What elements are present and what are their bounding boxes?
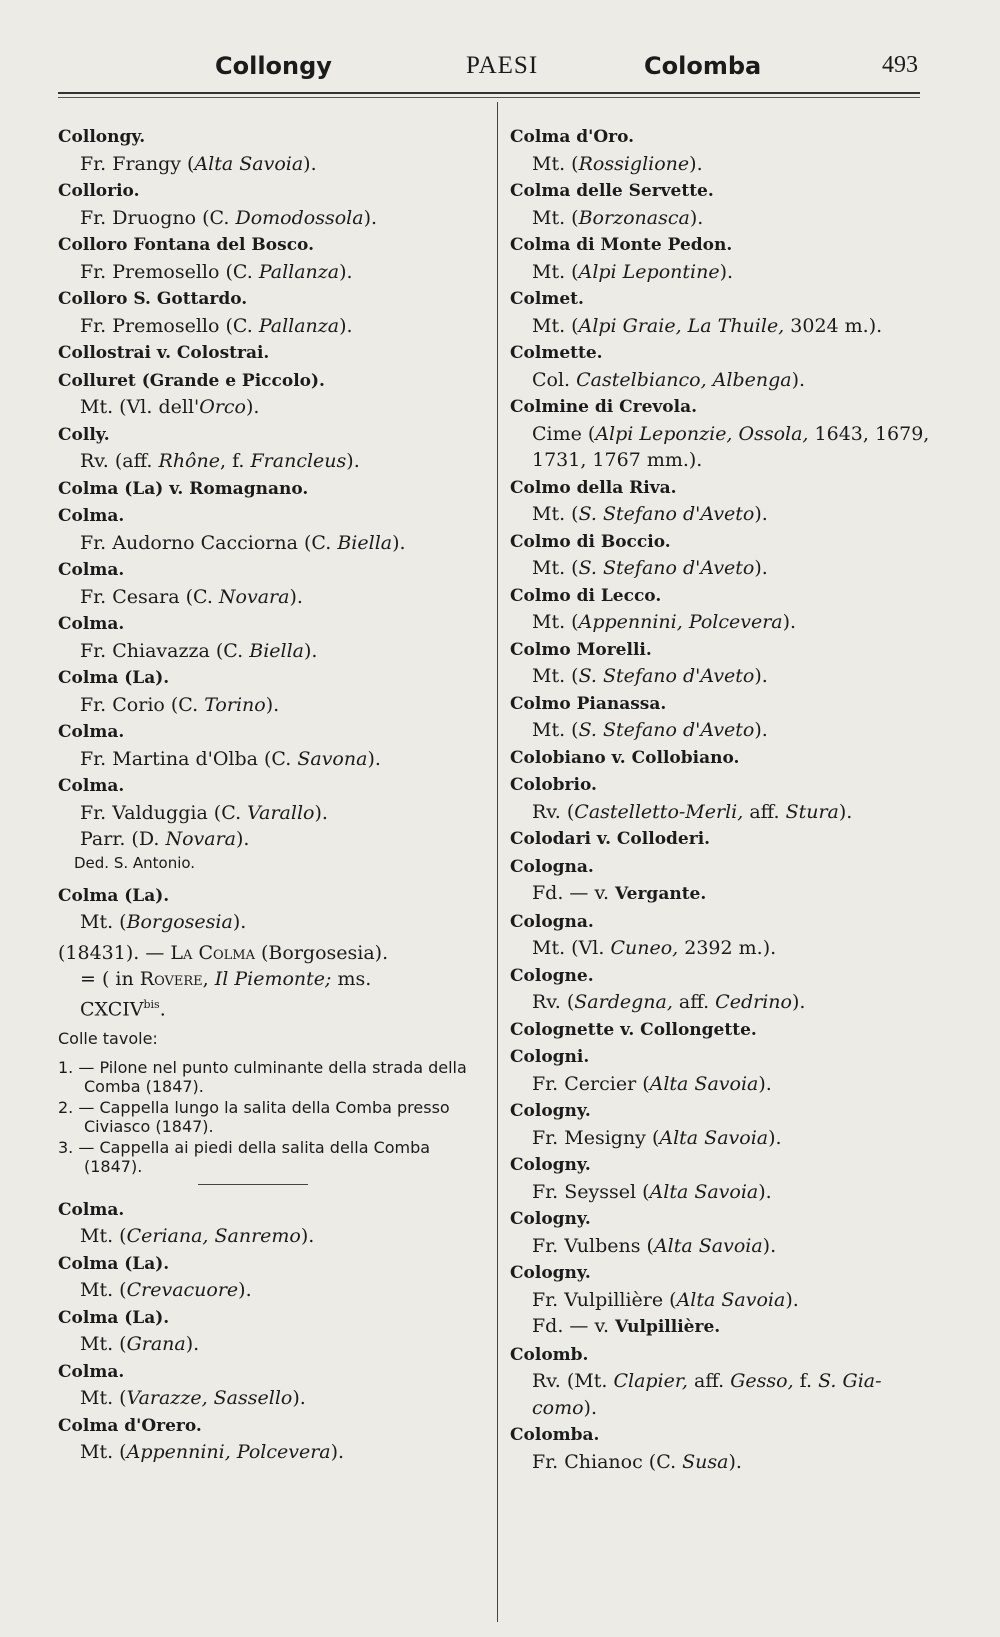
tavole-list <box>58 1058 488 1176</box>
entry <box>58 611 488 664</box>
left-entries-tail <box>58 1197 488 1466</box>
tavola-item: 1. — Pilone nel punto culminante della strada della Comba (1847). <box>58 1057 467 1096</box>
entry-headword: Colmette. <box>510 343 603 363</box>
right-column <box>510 124 930 1476</box>
tavola-item: 3. — Cappella ai piedi della salita della Comba (1847). <box>58 1137 431 1176</box>
entry <box>510 772 930 825</box>
entry-headword: Cologny. <box>510 1101 591 1121</box>
entry-detail: Cime (Alpi Leponzie, Ossola, 1643, 1679, <box>532 422 930 445</box>
entry <box>58 1305 488 1358</box>
entry-detail: Fr. Corio (C. Torino). <box>80 693 280 716</box>
entry-headword: Colmo di Lecco. <box>510 585 662 606</box>
entry-detail: Rv. (Sardegna, aff. Cedrino). <box>532 991 806 1013</box>
entry-detail: Fr. Chiavazza (C. Biella). <box>80 639 318 662</box>
entry-headword: Colluret (Grande e Piccolo). <box>58 370 325 391</box>
entry <box>58 124 488 177</box>
entry-detail: Parr. (D. Novara). <box>80 828 250 850</box>
running-head-center: PAESI <box>466 52 539 79</box>
entry-detail: Mt. (S. Stefano d'Aveto). <box>532 557 768 579</box>
entry <box>58 1359 488 1412</box>
entry <box>510 1044 930 1097</box>
entry <box>58 665 488 718</box>
entry-headword: Colloro S. Gottardo. <box>58 289 248 309</box>
entry <box>510 286 930 339</box>
entry <box>510 1206 930 1259</box>
entry <box>58 883 488 936</box>
entry-headword: Colloro Fontana del Bosco. <box>58 235 315 255</box>
entry-headword: Colomba. <box>510 1425 600 1445</box>
entry-detail: Rv. (Castelletto-Merli, aff. Stura). <box>532 800 853 823</box>
entry <box>510 1152 930 1205</box>
entry-headword: Colma. <box>58 722 125 742</box>
entry-headword: Cologny. <box>510 1263 591 1283</box>
entry-headword: Colmet. <box>510 289 584 309</box>
entry <box>510 691 930 744</box>
entry-detail: Mt. (S. Stefano d'Aveto). <box>532 503 768 525</box>
entry-headword: Cologna. <box>510 856 594 877</box>
entry <box>510 1422 930 1475</box>
running-head-right: Colomba <box>644 52 762 80</box>
entry <box>58 178 488 231</box>
entry-headword: Colma. <box>58 506 125 526</box>
entry-detail: Mt. (Appennini, Polcevera). <box>532 611 797 633</box>
entry-headword: Colomb. <box>510 1344 589 1365</box>
entry-detail: Fr. Frangy (Alta Savoia). <box>80 152 317 175</box>
dedication-note: Ded. S. Antonio. <box>74 853 196 872</box>
entry-detail: como). <box>532 1396 597 1419</box>
entry-headword: Colmo Morelli. <box>510 639 652 660</box>
entry <box>58 1413 488 1466</box>
entry <box>58 368 488 421</box>
entry-headword: Colma. <box>58 1361 125 1382</box>
entry-detail: Fr. Chianoc (C. Susa). <box>532 1450 742 1473</box>
entry <box>510 854 930 908</box>
entry-headword: Colobiano v. Collobiano. <box>510 747 740 768</box>
entry-detail: Mt. (Rossiglione). <box>532 152 703 175</box>
right-entries <box>510 124 930 1475</box>
entry-detail: Mt. (Ceriana, Sanremo). <box>80 1225 315 1248</box>
entry-headword: Colma. <box>58 614 125 634</box>
entry <box>510 1342 930 1422</box>
running-head-left: Collongy <box>215 52 332 80</box>
entry <box>58 340 488 367</box>
entry-headword: Colma. <box>58 1199 125 1220</box>
entry-detail: Fr. Seyssel (Alta Savoia). <box>532 1180 772 1203</box>
citation-line-1: (18431). — La Colma (Borgosesia). <box>58 941 389 964</box>
entry-headword: Colodari v. Colloderi. <box>510 829 711 849</box>
entry <box>510 909 930 962</box>
entry-headword: Collongy. <box>58 127 146 147</box>
entry <box>510 1017 930 1044</box>
entry-headword: Colmine di Crevola. <box>510 397 698 417</box>
entry-detail: Mt. (Grana). <box>80 1333 200 1356</box>
entry-headword: Cologne. <box>510 965 594 986</box>
entry <box>58 557 488 610</box>
entry-detail: Fr. Mesigny (Alta Savoia). <box>532 1126 782 1149</box>
entry <box>510 124 930 177</box>
entry-detail: Fd. — v. Vergante. <box>532 882 707 904</box>
entry-detail: Fr. Druogno (C. Domodossola). <box>80 206 378 229</box>
page-number: 493 <box>882 52 918 78</box>
entry <box>58 422 488 475</box>
entry <box>58 719 488 772</box>
left-column <box>58 124 488 1467</box>
entry-headword: Colly. <box>58 424 110 445</box>
entry-headword: Cologna. <box>510 911 594 932</box>
entry <box>510 963 930 1016</box>
entry <box>510 178 930 231</box>
entry-headword: Collorio. <box>58 181 140 201</box>
column-divider <box>497 102 498 1622</box>
tavole-label: Colle tavole: <box>58 1028 158 1048</box>
entry-headword: Colma. <box>58 560 125 580</box>
entry-detail: Mt. (Crevacuore). <box>80 1279 252 1302</box>
entry-detail: Fr. Cercier (Alta Savoia). <box>532 1072 772 1095</box>
entry-headword: Colmo della Riva. <box>510 477 677 498</box>
entry-detail: Mt. (Varazze, Sassello). <box>80 1387 306 1410</box>
entry <box>510 475 930 528</box>
entry-detail: Mt. (Alpi Lepontine). <box>532 260 734 283</box>
entry-headword: Colma delle Servette. <box>510 181 714 201</box>
entry-headword: Colmo di Boccio. <box>510 531 671 552</box>
entry-detail: Mt. (S. Stefano d'Aveto). <box>532 665 768 687</box>
entry-detail: Mt. (Appennini, Polcevera). <box>80 1441 345 1464</box>
entry <box>510 826 930 853</box>
entry-detail: Fr. Valduggia (C. Varallo). <box>80 801 328 824</box>
entry <box>58 1197 488 1250</box>
entry-headword: Cologny. <box>510 1155 591 1175</box>
entry-detail: Fr. Vulbens (Alta Savoia). <box>532 1234 777 1257</box>
entry <box>510 529 930 582</box>
entry-detail: Fr. Martina d'Olba (C. Savona). <box>80 747 381 770</box>
entry-detail: Fr. Cesara (C. Novara). <box>80 585 303 608</box>
entry-detail: Col. Castelbianco, Albenga). <box>532 368 806 391</box>
entry-detail: Mt. (Alpi Graie, La Thuile, 3024 m.). <box>532 314 883 337</box>
entry-detail: Mt. (Borgosesia). <box>80 911 247 933</box>
entry <box>510 1260 930 1341</box>
entry-detail: 1731, 1767 mm.). <box>532 449 703 471</box>
entry-detail: Fr. Audorno Cacciorna (C. Biella). <box>80 531 406 554</box>
entry <box>58 503 488 556</box>
entry <box>510 637 930 690</box>
entry-headword: Colognette v. Collongette. <box>510 1019 757 1040</box>
entry <box>510 340 930 393</box>
entry-headword: Collostrai v. Colostrai. <box>58 343 270 363</box>
entry-headword: Colma di Monte Pedon. <box>510 235 733 255</box>
citation <box>58 940 488 1022</box>
entry-headword: Cologny. <box>510 1209 591 1229</box>
entry-detail: Mt. (Vl. dell'Orco). <box>80 396 260 418</box>
left-entries <box>58 124 488 853</box>
entry-headword: Colma. <box>58 776 125 796</box>
entry <box>58 1251 488 1304</box>
header-rule <box>58 92 920 94</box>
entry-detail: Rv. (aff. Rhône, f. Francleus). <box>80 450 360 472</box>
entry-headword: Colma (La). <box>58 668 170 688</box>
entry <box>510 394 930 474</box>
entry-headword: Colma (La). <box>58 885 170 906</box>
header-rule-thin <box>58 97 920 98</box>
entry-detail: Rv. (Mt. Clapier, aff. Gesso, f. S. Gia- <box>532 1370 882 1392</box>
entry <box>58 773 488 853</box>
entry <box>58 476 488 503</box>
entry-headword: Colmo Pianassa. <box>510 693 667 714</box>
entry-headword: Colobrio. <box>510 775 597 795</box>
entry-detail: Fr. Premosello (C. Pallanza). <box>80 260 353 283</box>
entry-headword: Colma d'Orero. <box>58 1415 202 1436</box>
entry <box>510 583 930 636</box>
entry-detail: Mt. (Borzonasca). <box>532 206 704 229</box>
citation-line-2: = ( in Rovere, Il Piemonte; ms. <box>80 967 372 990</box>
entry-headword: Cologni. <box>510 1047 590 1067</box>
entry-headword: Colma (La). <box>58 1307 170 1328</box>
entry-headword: Colma (La). <box>58 1253 170 1274</box>
entry <box>58 286 488 339</box>
entry-detail: Fd. — v. Vulpillière. <box>532 1315 721 1337</box>
entry <box>510 232 930 285</box>
entry-detail: Mt. (Vl. Cuneo, 2392 m.). <box>532 937 777 959</box>
entry-detail: Mt. (S. Stefano d'Aveto). <box>532 719 768 741</box>
tavola-item: 2. — Cappella lungo la salita della Comba presso Civiasco (1847). <box>58 1097 450 1136</box>
entry <box>510 745 930 772</box>
entry-detail: Fr. Premosello (C. Pallanza). <box>80 314 353 337</box>
entry <box>58 232 488 285</box>
entry-detail: Fr. Vulpillière (Alta Savoia). <box>532 1288 799 1311</box>
entry-headword: Colma (La) v. Romagnano. <box>58 478 309 499</box>
entry-headword: Colma d'Oro. <box>510 127 635 147</box>
section-separator <box>198 1184 308 1185</box>
entry <box>510 1098 930 1151</box>
citation-line-3: $CXCIV^{bis}$. <box>80 997 166 1020</box>
